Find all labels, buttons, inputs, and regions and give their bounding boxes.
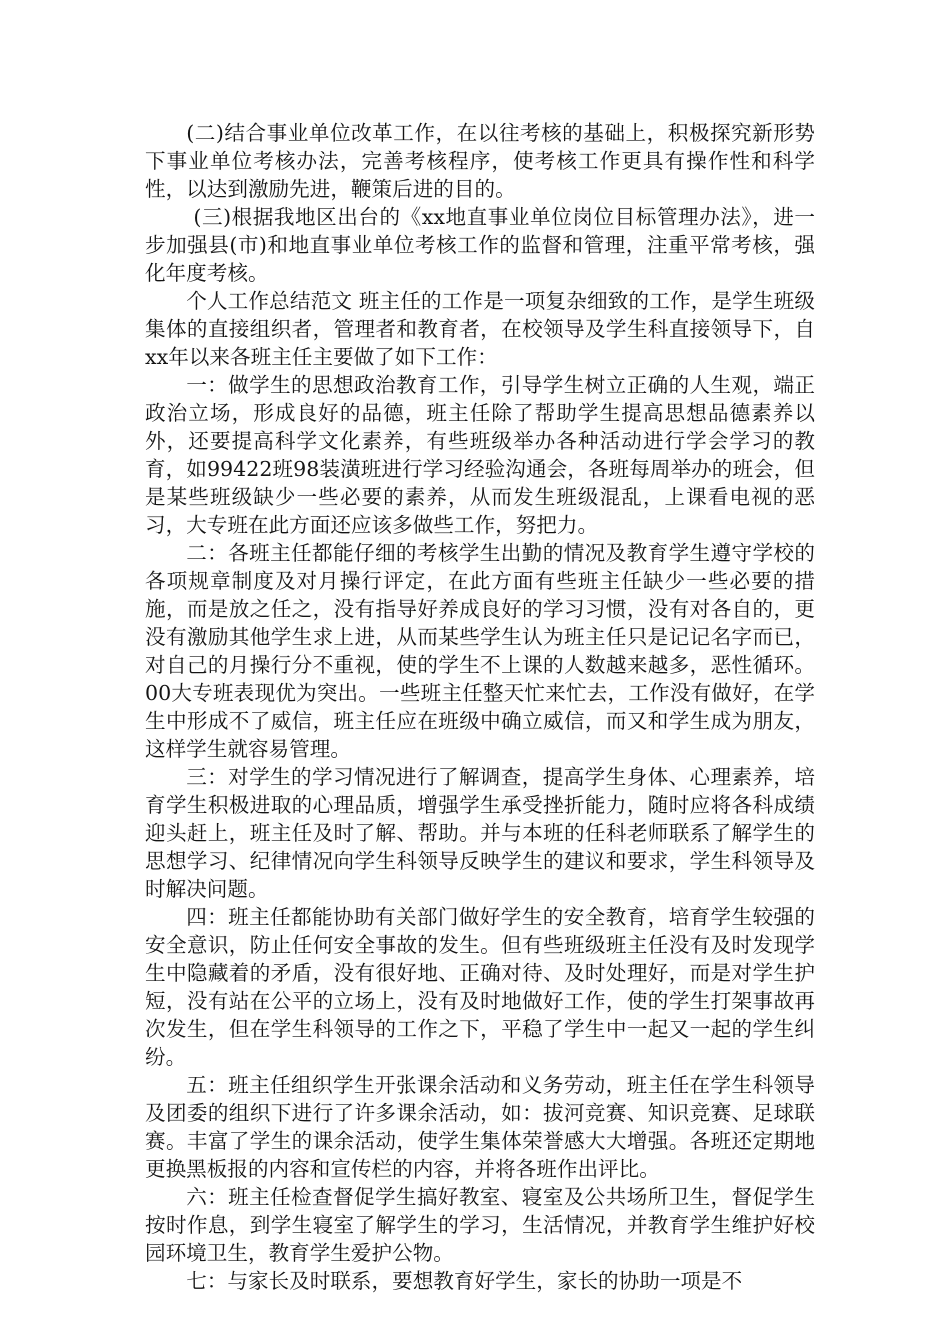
paragraph-regional-measures: (三)根据我地区出台的《xx地直事业单位岗位目标管理办法》，进一步加强县(市)和地直事业单位考核工作的监督和管理，注重平常考核，强化年度考核。 xyxy=(145,205,815,285)
paragraph-item-2: 二：各班主任都能仔细的考核学生出勤的情况及教育学生遵守学校的各项规章制度及对月操行评定，在此方面有些班主任缺少一些必要的措施，而是放之任之，没有指导好养成良好的学习习惯，没有对各自的，更没有激励其他学生求上进，从而某些学生认为班主任只是记记名字而已，对自己的月操行分不重视，使的学生不上课的人数越来越多，恶性循环。00大专班表现优为突出。一些班主任整天忙来忙去，工作没有做好，在学生中形成不了威信，班主任应在班级中确立威信，而又和学生成为朋友，这样学生就容易管理。 xyxy=(145,541,815,761)
paragraph-item-7: 七：与家长及时联系，要想教育好学生，家长的协助一项是不 xyxy=(186,1269,743,1293)
paragraph-summary-intro: 个人工作总结范文 班主任的工作是一项复杂细致的工作，是学生班级集体的直接组织者，管理者和教育者，在校领导及学生科直接领导下，自xx年以来各班主任主要做了如下工作： xyxy=(145,289,815,369)
document-body xyxy=(145,119,815,1295)
paragraph-item-1: 一：做学生的思想政治教育工作，引导学生树立正确的人生观，端正政治立场，形成良好的品德，班主任除了帮助学生提高思想品德素养以外，还要提高科学文化素养，有些班级举办各种活动进行学会学习的教育，如99422班98装潢班进行学习经验沟通会，各班每周举办的班会，但是某些班级缺少一些必要的素养，从而发生班级混乱，上课看电视的恶习，大专班在此方面还应该多做些工作，努把力。 xyxy=(145,373,815,537)
paragraph-reform-assessment: (二)结合事业单位改革工作，在以往考核的基础上，积极探究新形势下事业单位考核办法，完善考核程序，使考核工作更具有操作性和科学性，以达到激励先进，鞭策后进的目的。 xyxy=(145,121,815,201)
paragraph-item-5: 五：班主任组织学生开张课余活动和义务劳动，班主任在学生科领导及团委的组织下进行了许多课余活动，如：拔河竞赛、知识竞赛、足球联赛。丰富了学生的课余活动，使学生集体荣誉感大大增强。各班还定期地更换黑板报的内容和宣传栏的内容，并将各班作出评比。 xyxy=(145,1073,815,1181)
paragraph-item-4: 四：班主任都能协助有关部门做好学生的安全教育，培育学生较强的安全意识，防止任何安全事故的发生。但有些班级班主任没有及时发现学生中隐藏着的矛盾，没有很好地、正确对待、及时处理好，而是对学生护短，没有站在公平的立场上，没有及时地做好工作，使的学生打架事故再次发生，但在学生科领导的工作之下，平稳了学生中一起又一起的学生纠纷。 xyxy=(145,905,815,1069)
paragraph-item-6: 六：班主任检查督促学生搞好教室、寝室及公共场所卫生，督促学生按时作息，到学生寝室了解学生的学习，生活情况，并教育学生维护好校园环境卫生，教育学生爱护公物。 xyxy=(145,1185,815,1265)
paragraph-item-3: 三：对学生的学习情况进行了解调查，提高学生身体、心理素养，培育学生积极进取的心理品质，增强学生承受挫折能力，随时应将各科成绩迎头赶上，班主任及时了解、帮助。并与本班的任科老师联系了解学生的思想学习、纪律情况向学生科领导反映学生的建议和要求，学生科领导及时解决问题。 xyxy=(145,765,815,901)
